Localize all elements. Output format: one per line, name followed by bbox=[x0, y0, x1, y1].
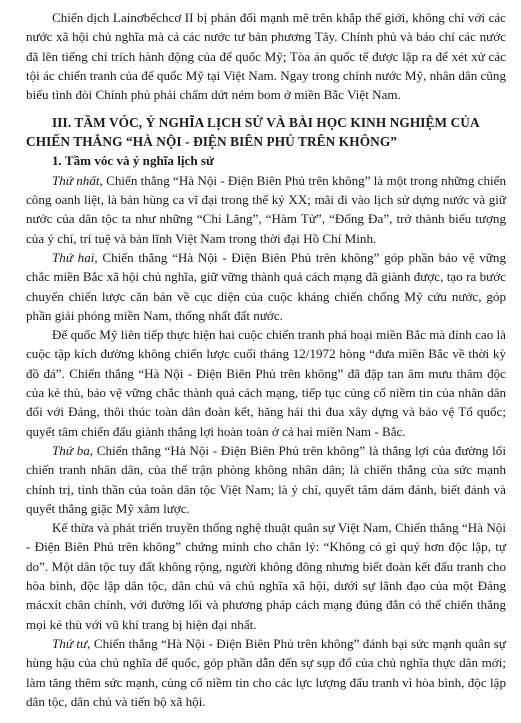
paragraph-text: Kế thừa và phát triển truyền thống nghệ thuật quân sự Việt Nam, Chiến thắng “Hà Nội - Điện Biên Phủ trên không” chứng minh cho chân lý: “Không có gì quý hơn độc lập, tự do”. Một dân tộc tuy đất không rộng, người không đông nhưng biết đoàn kết đấu tranh cho hòa bình, độc lập dân tộc, dân chủ và chủ nghĩa xã hội, dưới sự lãnh đạo của một Đảng mácxít chân chính, với đường lối và phương pháp cách mạng đúng đắn có thể chiến thắng mọi kẻ thù với vũ khí trang bị hiện đại nhất. bbox=[26, 520, 506, 632]
body-paragraph-tradition bbox=[26, 518, 506, 634]
paragraph-lead: Thứ tư, bbox=[52, 635, 91, 651]
body-paragraph-second bbox=[26, 248, 506, 325]
paragraph-text: Chiến thắng “Hà Nội - Điện Biên Phủ trên không” là thắng lợi của đường lối chiến tranh nhân dân, của thế trận phòng không nhân dân; là chiến thắng của sức mạnh chính trị, tinh thần của toàn dân tộc Việt Nam; là ý chí, quyết tâm dám đánh, biết đánh và quyết thắng giặc Mỹ xâm lược. bbox=[26, 442, 506, 516]
subsection-heading: 1. Tầm vóc và ý nghĩa lịch sử bbox=[52, 153, 214, 169]
paragraph-lead: Thứ hai, bbox=[52, 249, 98, 265]
paragraph-lead: Thứ nhất, bbox=[52, 172, 103, 188]
intro-paragraph: Chiến dịch Lainơbếchcơ II bị phản đối mạnh mẽ trên khắp thế giới, không chỉ với các nước xã hội chủ nghĩa mà cả các nước tư bản phương Tây. Chính phủ và báo chí các nước đã lên tiếng chỉ trích hành động của đế quốc Mỹ; Tòa án quốc tế được lập ra để xét xử các tội ác chiến tranh của đế quốc Mỹ tại Việt Nam. Ngay trong chính nước Mỹ, nhân dân cũng biểu tình đòi Chính phủ phải chấm dứt ném bom ở miền Bắc Việt Nam. bbox=[26, 10, 506, 103]
paragraph-lead: Thứ ba, bbox=[52, 442, 94, 458]
body-paragraph-third bbox=[26, 441, 506, 518]
document-page bbox=[26, 8, 506, 711]
body-paragraph-first bbox=[26, 171, 506, 248]
paragraph-text: Chiến thắng “Hà Nội - Điện Biên Phủ trên không” là một trong những chiến công oanh liệt, là bản hùng ca vĩ đại trong thế kỷ XX; mãi đi vào lịch sử dựng nước và giữ nước của dân tộc ta như những “Chi Lăng”, “Hàm Tử”, “Đống Đa”, trở thành biểu tượng của ý chí, trí tuệ và bản lĩnh Việt Nam trong thời đại Hồ Chí Minh. bbox=[26, 172, 507, 246]
body-paragraph-destruction bbox=[26, 325, 506, 441]
paragraph-text: Đế quốc Mỹ liên tiếp thực hiện hai cuộc chiến tranh phá hoại miền Bắc mà đỉnh cao là cuộc tập kích đường không chiến lược cuối tháng 12/1972 hòng “đưa miền Bắc về thời kỳ đồ đá”. Chiến thắng “Hà Nội - Điện Biên Phủ trên không” đã đập tan âm mưu thâm độc của kẻ thù, bảo vệ vững chắc thành quả cách mạng, tiếp tục củng cố niềm tin của nhân dân đối với Đảng, thôi thúc toàn dân đoàn kết, hăng hái thi đua xây dựng và bảo vệ Tổ quốc; quyết tâm chiến đấu giành thắng lợi hoàn toàn ở cả hai miền Nam - Bắc. bbox=[26, 327, 506, 439]
paragraph-text: Chiến thắng “Hà Nội - Điện Biên Phủ trên không” đánh bại sức mạnh quân sự hùng hậu của chủ nghĩa đế quốc, góp phần dẫn đến sự sụp đổ của chủ nghĩa thực dân mới; làm tăng thêm sức mạnh, củng cố niềm tin cho các lực lượng đấu tranh vì hòa bình, độc lập dân tộc, dân chủ và tiến bộ xã hội. bbox=[26, 635, 506, 709]
section-heading: III. TẦM VÓC, Ý NGHĨA LỊCH SỬ VÀ BÀI HỌC KINH NGHIỆM CỦA CHIẾN THẮNG “HÀ NỘI - ĐIỆN BIÊN PHỦ TRÊN KHÔNG” bbox=[26, 115, 479, 150]
body-paragraph-fourth bbox=[26, 634, 506, 711]
paragraph-text: Chiến thắng “Hà Nội - Điện Biên Phủ trên không” góp phần bảo vệ vững chắc miền Bắc xã hội chủ nghĩa, giữ vững thành quả cách mạng đã giành được, tạo ra bước chuyển chiến lược căn bản về cục diện của cuộc kháng chiến chống Mỹ cứu nước, góp phần giải phóng miền Nam, thống nhất đất nước. bbox=[26, 249, 507, 323]
